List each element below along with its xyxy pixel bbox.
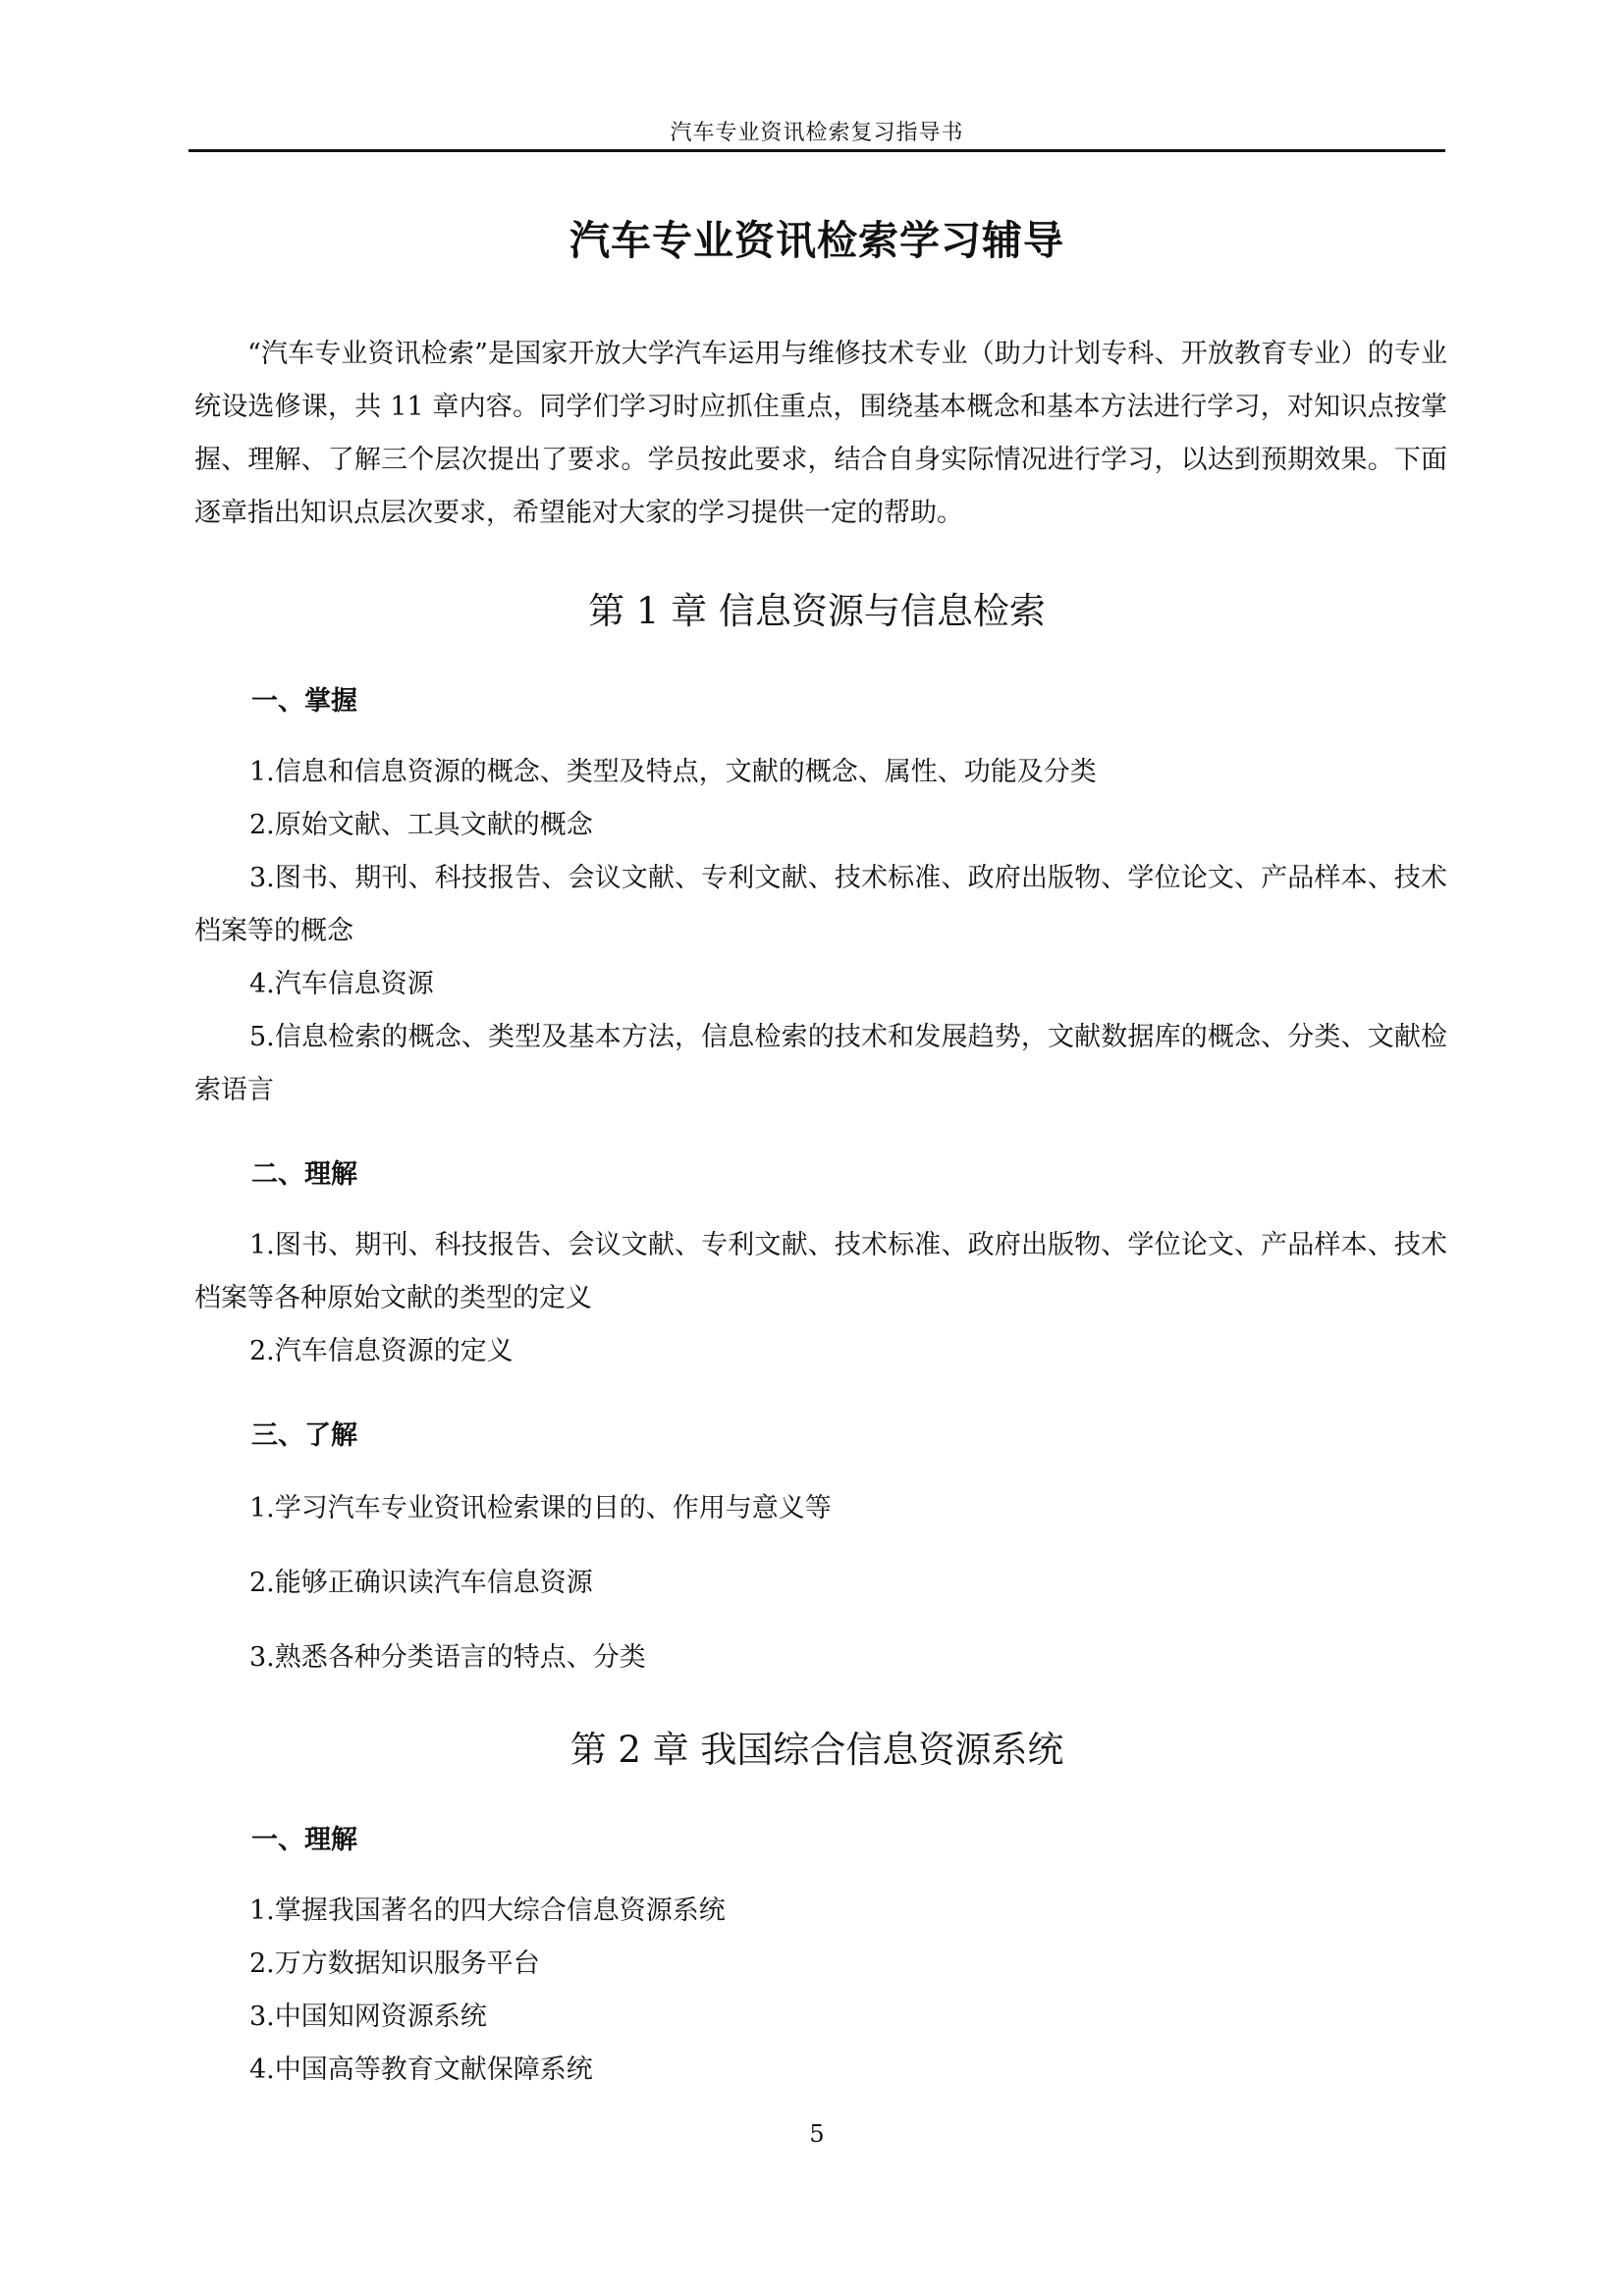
- chapter-1-master-item: 4.汽车信息资源: [249, 969, 434, 999]
- chapter-2-understand-item: 1.掌握我国著名的四大综合信息资源系统: [249, 1896, 726, 1926]
- chapter-2-understand-heading: 一、理解: [251, 1825, 357, 1855]
- chapter-1-understand-heading: 二、理解: [251, 1159, 357, 1190]
- chapter-2-title: 第 2 章 我国综合信息资源系统: [569, 1729, 1064, 1771]
- chapter-1-master-item: 5.信息检索的概念、类型及基本方法，信息检索的技术和发展趋势，文献数据库的概念、分类、文献检索语言: [194, 1022, 1447, 1105]
- chapter-1-master-item: 2.原始文献、工具文献的概念: [249, 810, 593, 840]
- chapter-1-master-item: 1.信息和信息资源的概念、类型及特点，文献的概念、属性、功能及分类: [249, 757, 1097, 787]
- document-title: 汽车专业资讯检索学习辅导: [569, 217, 1064, 264]
- page-number: 5: [809, 2120, 825, 2148]
- chapter-1-know-item: 2.能够正确识读汽车信息资源: [249, 1568, 593, 1598]
- chapter-1-know-item: 1.学习汽车专业资讯检索课的目的、作用与意义等: [249, 1493, 832, 1523]
- intro-paragraph: “汽车专业资讯检索”是国家开放大学汽车运用与维修技术专业（助力计划专科、开放教育专业）的专业统设选修课，共 11 章内容。同学们学习时应抓住重点，围绕基本概念和基本方法进行学习，对知识点按掌握、理解、了解三个层次提出了要求。学员按此要求，结合自身实际情况进行学习，以达到预期效果。下面逐章指出知识点层次要求，希望能对大家的学习提供一定的帮助。: [194, 339, 1447, 528]
- chapter-2-understand-item: 4.中国高等教育文献保障系统: [249, 2055, 593, 2085]
- header-rule: [189, 149, 1445, 152]
- chapter-1-master-item: 3.图书、期刊、科技报告、会议文献、专利文献、技术标准、政府出版物、学位论文、产品样本、技术档案等的概念: [194, 863, 1447, 946]
- chapter-1-know-heading: 三、了解: [251, 1420, 357, 1451]
- chapter-1-understand-item: 2.汽车信息资源的定义: [249, 1336, 514, 1366]
- chapter-2-understand-item: 2.万方数据知识服务平台: [249, 1949, 540, 1979]
- chapter-2-understand-item: 3.中国知网资源系统: [249, 2002, 487, 2032]
- chapter-1-understand-item: 1.图书、期刊、科技报告、会议文献、专利文献、技术标准、政府出版物、学位论文、产品样本、技术档案等各种原始文献的类型的定义: [194, 1230, 1447, 1313]
- chapter-1-title: 第 1 章 信息资源与信息检索: [588, 590, 1046, 632]
- chapter-1-master-heading: 一、掌握: [251, 686, 357, 717]
- running-header: 汽车专业资讯检索复习指导书: [670, 121, 964, 145]
- chapter-1-know-item: 3.熟悉各种分类语言的特点、分类: [249, 1642, 646, 1673]
